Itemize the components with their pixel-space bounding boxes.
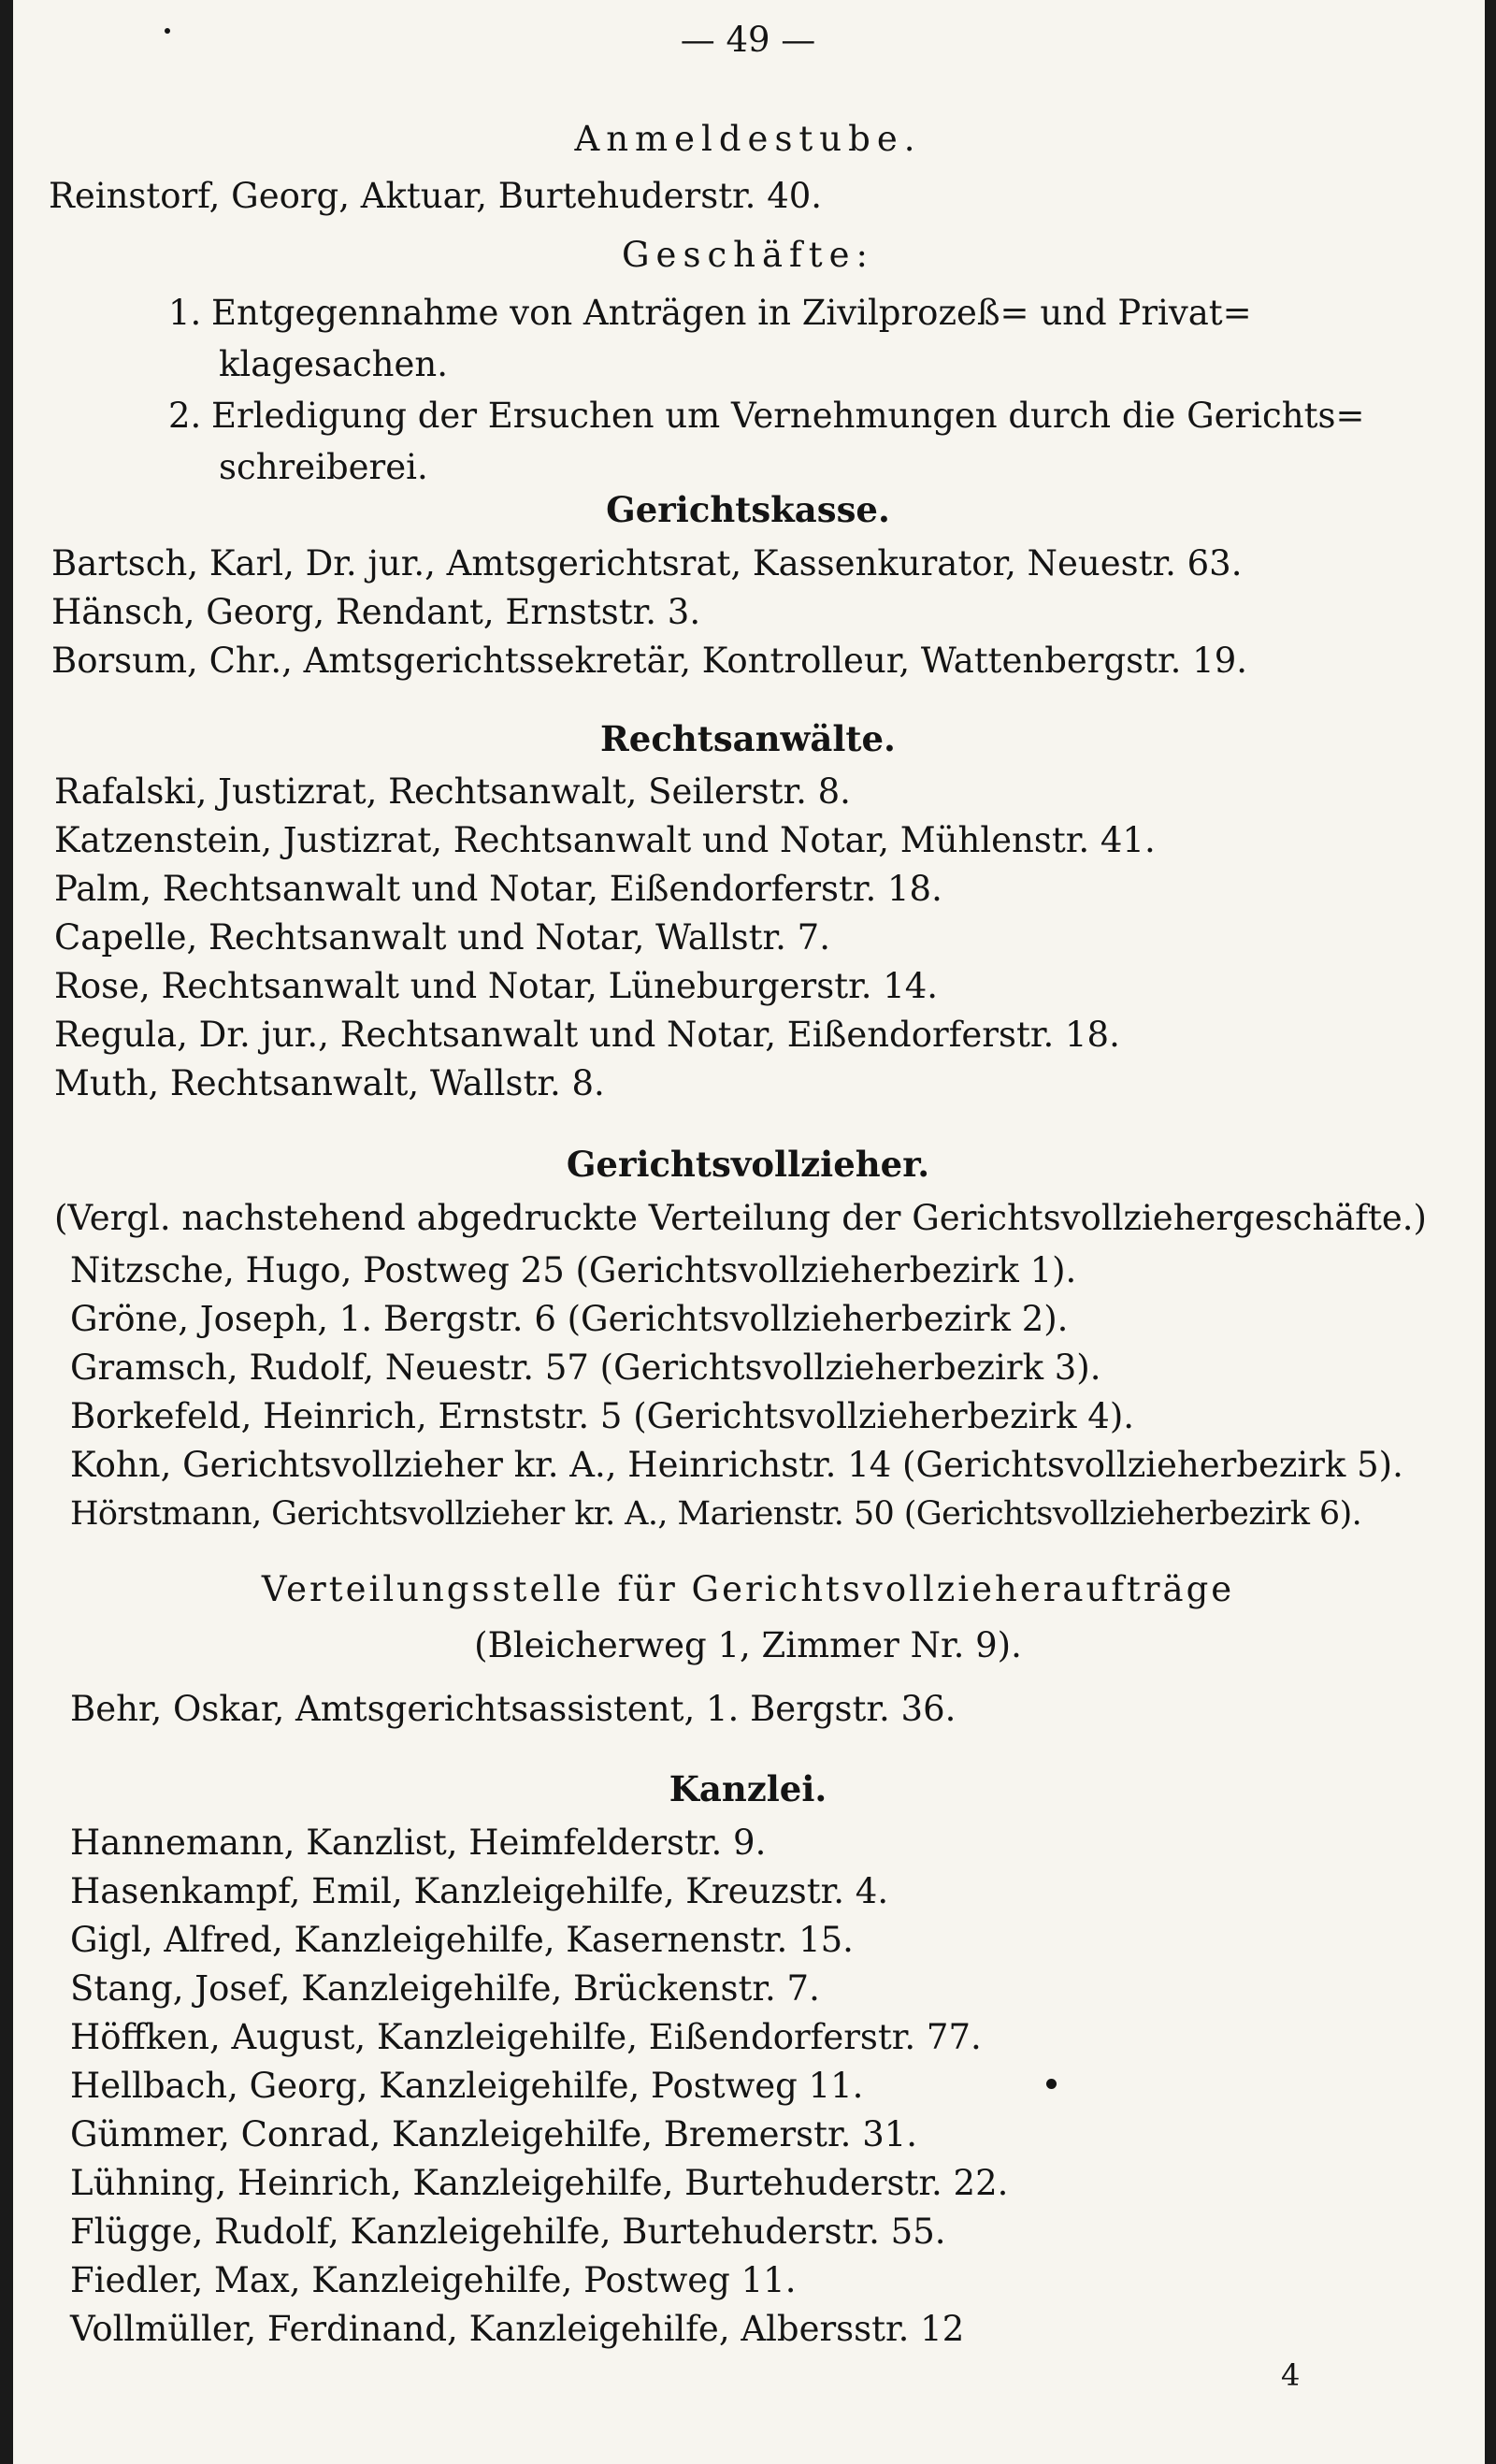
duty-1-line-2: klagesachen. (219, 344, 448, 384)
rechtsanwalt-entry: Katzenstein, Justizrat, Rechtsanwalt und Notar, Mühlenstr. 41. (54, 820, 1156, 860)
kanzlei-entry: Flügge, Rudolf, Kanzleigehilfe, Burtehuderstr. 55. (70, 2212, 946, 2252)
section-heading-rechtsanwaelte: Rechtsanwälte. (600, 718, 896, 759)
kanzlei-entry: Gigl, Alfred, Kanzleigehilfe, Kasernenstr. 15. (70, 1920, 854, 1960)
rechtsanwalt-entry: Capelle, Rechtsanwalt und Notar, Wallstr. 7. (54, 917, 830, 958)
duty-1-number: 1. (168, 293, 202, 333)
scan-edge-left (0, 0, 13, 2464)
gerichtsvollzieher-entry: Hörstmann, Gerichtsvollzieher kr. A., Marienstr. 50 (Gerichtsvollzieherbezirk 6). (70, 1495, 1362, 1533)
rechtsanwalt-entry: Muth, Rechtsanwalt, Wallstr. 8. (54, 1063, 605, 1103)
section-heading-gerichtskasse: Gerichtskasse. (606, 489, 890, 530)
rechtsanwalt-entry: Palm, Rechtsanwalt und Notar, Eißendorferstr. 18. (54, 869, 942, 909)
anmeldestube-staff: Reinstorf, Georg, Aktuar, Burtehuderstr. 40. (49, 176, 823, 216)
gerichtskasse-entry: Borsum, Chr., Amtsgerichtssekretär, Kontrolleur, Wattenbergstr. 19. (51, 641, 1248, 681)
verteilungsstelle-address: (Bleicherweg 1, Zimmer Nr. 9). (474, 1625, 1022, 1665)
kanzlei-entry: Hellbach, Georg, Kanzleigehilfe, Postweg 11. (70, 2066, 864, 2106)
kanzlei-entry: Stang, Josef, Kanzleigehilfe, Brückenstr. 7. (70, 1968, 820, 2009)
duty-1-line-1 (168, 290, 1252, 337)
kanzlei-entry: Lühning, Heinrich, Kanzleigehilfe, Burtehuderstr. 22. (70, 2163, 1009, 2203)
signature-mark: 4 (1281, 2357, 1301, 2393)
section-heading-anmeldestube: Anmeldestube. (574, 119, 922, 159)
kanzlei-entry: Gümmer, Conrad, Kanzleigehilfe, Bremerstr. 31. (70, 2114, 918, 2154)
kanzlei-entry: Hasenkampf, Emil, Kanzleigehilfe, Kreuzstr. 4. (70, 1871, 889, 1911)
scan-edge-right (1485, 0, 1496, 2464)
section-heading-gerichtsvollzieher: Gerichtsvollzieher. (566, 1144, 930, 1185)
duty-1-text: Entgegennahme von Anträgen in Zivilprozeß= und Privat= (211, 293, 1252, 333)
duty-2-number: 2. (168, 396, 202, 436)
gerichtsvollzieher-entry: Kohn, Gerichtsvollzieher kr. A., Heinrichstr. 14 (Gerichtsvollzieherbezirk 5). (70, 1445, 1403, 1485)
kanzlei-entry: Vollmüller, Ferdinand, Kanzleigehilfe, Albersstr. 12 (70, 2309, 965, 2349)
duty-2-line-2: schreiberei. (219, 447, 428, 487)
ink-speck (165, 28, 170, 34)
ink-speck (1046, 2079, 1057, 2089)
duties-heading: Geschäfte: (622, 235, 874, 275)
gerichtskasse-entry: Bartsch, Karl, Dr. jur., Amtsgerichtsrat, Kassenkurator, Neuestr. 63. (51, 543, 1243, 584)
page-number-header: — 49 — (680, 20, 816, 60)
verteilungsstelle-staff: Behr, Oskar, Amtsgerichtsassistent, 1. Bergstr. 36. (70, 1689, 957, 1729)
gerichtsvollzieher-entry: Gröne, Joseph, 1. Bergstr. 6 (Gerichtsvollzieherbezirk 2). (70, 1299, 1069, 1339)
kanzlei-entry: Hannemann, Kanzlist, Heimfelderstr. 9. (70, 1823, 767, 1863)
gerichtsvollzieher-entry: Nitzsche, Hugo, Postweg 25 (Gerichtsvollzieherbezirk 1). (70, 1250, 1077, 1290)
rechtsanwalt-entry: Regula, Dr. jur., Rechtsanwalt und Notar, Eißendorferstr. 18. (54, 1015, 1120, 1055)
kanzlei-entry: Höffken, August, Kanzleigehilfe, Eißendorferstr. 77. (70, 2017, 982, 2057)
duty-2-text: Erledigung der Ersuchen um Vernehmungen durch die Gerichts= (211, 396, 1365, 436)
kanzlei-entry: Fiedler, Max, Kanzleigehilfe, Postweg 11. (70, 2260, 797, 2300)
section-heading-kanzlei: Kanzlei. (669, 1768, 827, 1809)
rechtsanwalt-entry: Rafalski, Justizrat, Rechtsanwalt, Seilerstr. 8. (54, 771, 851, 812)
gerichtsvollzieher-entry: Gramsch, Rudolf, Neuestr. 57 (Gerichtsvollzieherbezirk 3). (70, 1347, 1101, 1388)
section-heading-verteilungsstelle: Verteilungsstelle für Gerichtsvollzieheraufträge (261, 1569, 1235, 1609)
gerichtsvollzieher-note: (Vergl. nachstehend abgedruckte Verteilung der Gerichtsvollziehergeschäfte.) (54, 1198, 1427, 1238)
duty-2-line-1 (168, 393, 1364, 439)
gerichtskasse-entry: Hänsch, Georg, Rendant, Ernststr. 3. (51, 592, 701, 632)
gerichtsvollzieher-entry: Borkefeld, Heinrich, Ernststr. 5 (Gerichtsvollzieherbezirk 4). (70, 1396, 1135, 1436)
rechtsanwalt-entry: Rose, Rechtsanwalt und Notar, Lüneburgerstr. 14. (54, 966, 939, 1006)
